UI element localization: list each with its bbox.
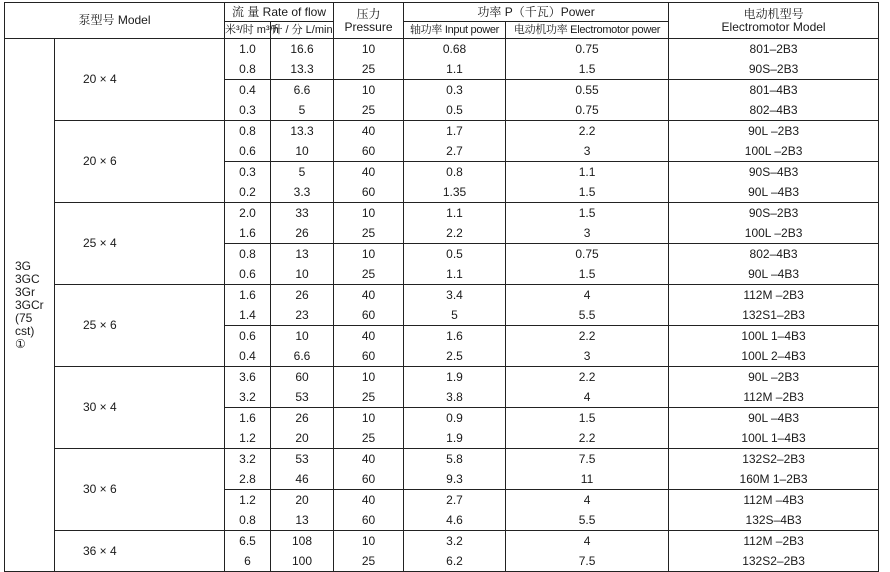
flow-m3h-cell: 0.6	[225, 264, 271, 285]
flow-lmin-cell: 16.6	[271, 39, 334, 60]
motor-power-cell: 0.75	[506, 244, 669, 265]
flow-lmin-cell: 26	[271, 408, 334, 429]
motor-model-cell: 90S–4B3	[669, 162, 879, 183]
motor-power-cell: 0.75	[506, 39, 669, 60]
flow-m3h-cell: 3.2	[225, 387, 271, 408]
flow-m3h-cell: 1.6	[225, 408, 271, 429]
model-cell: 30 × 4	[55, 367, 225, 449]
pressure-cell: 40	[334, 285, 404, 306]
pump-type-label: 3GCr	[15, 297, 44, 312]
motor-model-cell: 801–4B3	[669, 80, 879, 101]
input-power-cell: 0.5	[404, 244, 506, 265]
pump-type-label: 3G	[15, 258, 32, 273]
model-cell: 20 × 6	[55, 121, 225, 203]
motor-power-cell: 2.2	[506, 121, 669, 142]
pressure-cell: 10	[334, 367, 404, 388]
flow-m3h-cell: 0.3	[225, 100, 271, 121]
flow-m3h-cell: 1.0	[225, 39, 271, 60]
motor-power-cell: 1.5	[506, 182, 669, 203]
table-row	[5, 39, 879, 60]
motor-power-cell: 3	[506, 141, 669, 162]
flow-m3h-cell: 1.2	[225, 428, 271, 449]
input-power-cell: 2.7	[404, 141, 506, 162]
pressure-cell: 40	[334, 162, 404, 183]
flow-m3h-cell: 0.3	[225, 162, 271, 183]
pressure-cell: 25	[334, 223, 404, 244]
flow-m3h-cell: 0.8	[225, 510, 271, 531]
flow-lmin-cell: 10	[271, 141, 334, 162]
pressure-cell: 25	[334, 59, 404, 80]
table-row	[5, 367, 879, 388]
motor-power-cell: 2.2	[506, 428, 669, 449]
model-cell: 25 × 6	[55, 285, 225, 367]
motor-model-cell: 132S–4B3	[669, 510, 879, 531]
pressure-cell: 40	[334, 449, 404, 470]
motor-power-cell: 1.5	[506, 264, 669, 285]
pressure-cell: 25	[334, 551, 404, 572]
flow-lmin-cell: 60	[271, 367, 334, 388]
table-row	[5, 203, 879, 224]
header-flow: 流 量 Rate of flow	[225, 3, 334, 22]
flow-m3h-cell: 6.5	[225, 531, 271, 552]
motor-power-cell: 4	[506, 387, 669, 408]
input-power-cell: 1.1	[404, 264, 506, 285]
flow-lmin-cell: 6.6	[271, 346, 334, 367]
header-motor-power: 电动机功率 Electromotor power	[506, 22, 669, 39]
flow-lmin-cell: 46	[271, 469, 334, 490]
pressure-cell: 10	[334, 408, 404, 429]
flow-lmin-cell: 100	[271, 551, 334, 572]
motor-power-cell: 4	[506, 285, 669, 306]
header-pressure	[334, 3, 404, 39]
motor-model-cell: 90L –2B3	[669, 367, 879, 388]
motor-model-cell: 100L 1–4B3	[669, 428, 879, 449]
pump-type-label: cst)	[15, 323, 35, 338]
input-power-cell: 2.2	[404, 223, 506, 244]
motor-model-cell: 802–4B3	[669, 244, 879, 265]
motor-power-cell: 5.5	[506, 305, 669, 326]
input-power-cell: 1.9	[404, 367, 506, 388]
flow-lmin-cell: 3.3	[271, 182, 334, 203]
motor-model-cell: 112M –2B3	[669, 531, 879, 552]
flow-lmin-cell: 26	[271, 285, 334, 306]
motor-model-cell: 132S2–2B3	[669, 449, 879, 470]
motor-model-cell: 112M –2B3	[669, 387, 879, 408]
input-power-cell: 2.5	[404, 346, 506, 367]
flow-m3h-cell: 0.2	[225, 182, 271, 203]
flow-m3h-cell: 0.4	[225, 80, 271, 101]
flow-m3h-cell: 0.8	[225, 121, 271, 142]
motor-power-cell: 3	[506, 223, 669, 244]
table-row	[5, 531, 879, 552]
input-power-cell: 5.8	[404, 449, 506, 470]
pressure-cell: 40	[334, 121, 404, 142]
motor-model-cell: 112M –2B3	[669, 285, 879, 306]
pressure-cell: 25	[334, 428, 404, 449]
input-power-cell: 2.7	[404, 490, 506, 511]
input-power-cell: 1.1	[404, 203, 506, 224]
motor-model-cell: 100L –2B3	[669, 223, 879, 244]
spec-sheet	[4, 2, 879, 572]
input-power-cell: 1.9	[404, 428, 506, 449]
input-power-cell: 0.68	[404, 39, 506, 60]
input-power-cell: 1.1	[404, 59, 506, 80]
flow-lmin-cell: 13	[271, 244, 334, 265]
motor-power-cell: 11	[506, 469, 669, 490]
motor-model-cell: 112M –4B3	[669, 490, 879, 511]
motor-power-cell: 0.55	[506, 80, 669, 101]
model-cell: 20 × 4	[55, 39, 225, 121]
flow-lmin-cell: 13	[271, 510, 334, 531]
input-power-cell: 4.6	[404, 510, 506, 531]
pump-spec-table	[4, 2, 879, 572]
input-power-cell: 5	[404, 305, 506, 326]
pump-type-label: (75	[15, 310, 33, 325]
flow-lmin-cell: 20	[271, 428, 334, 449]
flow-lmin-cell: 13.3	[271, 59, 334, 80]
flow-m3h-cell: 1.6	[225, 223, 271, 244]
header-flow-m3h: 米³/时 m³/h	[225, 22, 271, 39]
model-cell: 25 × 4	[55, 203, 225, 285]
flow-m3h-cell: 0.4	[225, 346, 271, 367]
flow-lmin-cell: 10	[271, 264, 334, 285]
flow-m3h-cell: 2.0	[225, 203, 271, 224]
flow-m3h-cell: 0.6	[225, 326, 271, 347]
pressure-cell: 10	[334, 203, 404, 224]
header-pressure-en: Pressure	[344, 19, 393, 34]
pressure-cell: 25	[334, 264, 404, 285]
motor-power-cell: 4	[506, 490, 669, 511]
motor-model-cell: 90L –2B3	[669, 121, 879, 142]
pump-type-label: 3GC	[15, 271, 40, 286]
motor-power-cell: 1.5	[506, 203, 669, 224]
motor-model-cell: 132S1–2B3	[669, 305, 879, 326]
motor-power-cell: 1.1	[506, 162, 669, 183]
input-power-cell: 0.9	[404, 408, 506, 429]
motor-model-cell: 100L 1–4B3	[669, 326, 879, 347]
input-power-cell: 3.2	[404, 531, 506, 552]
flow-lmin-cell: 53	[271, 387, 334, 408]
motor-power-cell: 0.75	[506, 100, 669, 121]
motor-model-cell: 90S–2B3	[669, 203, 879, 224]
pressure-cell: 40	[334, 326, 404, 347]
flow-m3h-cell: 3.6	[225, 367, 271, 388]
flow-lmin-cell: 108	[271, 531, 334, 552]
pressure-cell: 10	[334, 531, 404, 552]
flow-m3h-cell: 6	[225, 551, 271, 572]
motor-model-cell: 100L –2B3	[669, 141, 879, 162]
motor-model-cell: 90L –4B3	[669, 264, 879, 285]
flow-lmin-cell: 20	[271, 490, 334, 511]
pressure-cell: 10	[334, 39, 404, 60]
motor-model-cell: 132S2–2B3	[669, 551, 879, 572]
table-body	[5, 39, 879, 572]
input-power-cell: 1.35	[404, 182, 506, 203]
flow-lmin-cell: 6.6	[271, 80, 334, 101]
motor-power-cell: 7.5	[506, 449, 669, 470]
input-power-cell: 9.3	[404, 469, 506, 490]
table-row	[5, 285, 879, 306]
header-motor-model-cn: 电动机型号	[743, 6, 804, 21]
table-row	[5, 121, 879, 142]
flow-lmin-cell: 26	[271, 223, 334, 244]
pressure-cell: 10	[334, 244, 404, 265]
flow-lmin-cell: 13.3	[271, 121, 334, 142]
input-power-cell: 3.8	[404, 387, 506, 408]
motor-model-cell: 90L –4B3	[669, 182, 879, 203]
input-power-cell: 0.5	[404, 100, 506, 121]
header-power: 功率 P（千瓦）Power	[404, 3, 669, 22]
flow-lmin-cell: 10	[271, 326, 334, 347]
flow-m3h-cell: 2.8	[225, 469, 271, 490]
motor-model-cell: 801–2B3	[669, 39, 879, 60]
flow-lmin-cell: 5	[271, 100, 334, 121]
motor-model-cell: 160M 1–2B3	[669, 469, 879, 490]
flow-lmin-cell: 53	[271, 449, 334, 470]
motor-power-cell: 7.5	[506, 551, 669, 572]
flow-m3h-cell: 0.8	[225, 244, 271, 265]
pressure-cell: 60	[334, 305, 404, 326]
input-power-cell: 0.8	[404, 162, 506, 183]
pump-type-label: 3Gr	[15, 284, 36, 299]
pressure-cell: 60	[334, 510, 404, 531]
pressure-cell: 25	[334, 100, 404, 121]
motor-power-cell: 1.5	[506, 408, 669, 429]
pressure-cell: 60	[334, 182, 404, 203]
flow-m3h-cell: 1.2	[225, 490, 271, 511]
header-input-power: 轴功率 Input power	[404, 22, 506, 39]
header-pump-model: 泵型号 Model	[5, 3, 225, 39]
pressure-cell: 40	[334, 490, 404, 511]
flow-m3h-cell: 1.4	[225, 305, 271, 326]
input-power-cell: 6.2	[404, 551, 506, 572]
input-power-cell: 1.6	[404, 326, 506, 347]
motor-power-cell: 1.5	[506, 59, 669, 80]
flow-lmin-cell: 5	[271, 162, 334, 183]
pump-type-label: ①	[15, 336, 26, 351]
pressure-cell: 25	[334, 387, 404, 408]
header-flow-lmin: 升 / 分 L/min	[271, 22, 334, 39]
flow-lmin-cell: 23	[271, 305, 334, 326]
flow-m3h-cell: 0.8	[225, 59, 271, 80]
pump-type-cell	[5, 39, 55, 572]
motor-model-cell: 90L –4B3	[669, 408, 879, 429]
header-motor-model-en: Electromotor Model	[721, 19, 826, 34]
header-motor-model	[669, 3, 879, 39]
header-pressure-cn: 压力	[356, 6, 381, 21]
pressure-cell: 10	[334, 80, 404, 101]
flow-m3h-cell: 0.6	[225, 141, 271, 162]
motor-model-cell: 90S–2B3	[669, 59, 879, 80]
pressure-cell: 60	[334, 469, 404, 490]
pressure-cell: 60	[334, 141, 404, 162]
model-cell: 36 × 4	[55, 531, 225, 572]
input-power-cell: 0.3	[404, 80, 506, 101]
motor-power-cell: 2.2	[506, 367, 669, 388]
flow-lmin-cell: 33	[271, 203, 334, 224]
pressure-cell: 60	[334, 346, 404, 367]
input-power-cell: 3.4	[404, 285, 506, 306]
flow-m3h-cell: 3.2	[225, 449, 271, 470]
motor-power-cell: 2.2	[506, 326, 669, 347]
input-power-cell: 1.7	[404, 121, 506, 142]
model-cell: 30 × 6	[55, 449, 225, 531]
motor-power-cell: 5.5	[506, 510, 669, 531]
flow-m3h-cell: 1.6	[225, 285, 271, 306]
table-row	[5, 449, 879, 470]
motor-power-cell: 4	[506, 531, 669, 552]
motor-model-cell: 100L 2–4B3	[669, 346, 879, 367]
motor-power-cell: 3	[506, 346, 669, 367]
motor-model-cell: 802–4B3	[669, 100, 879, 121]
